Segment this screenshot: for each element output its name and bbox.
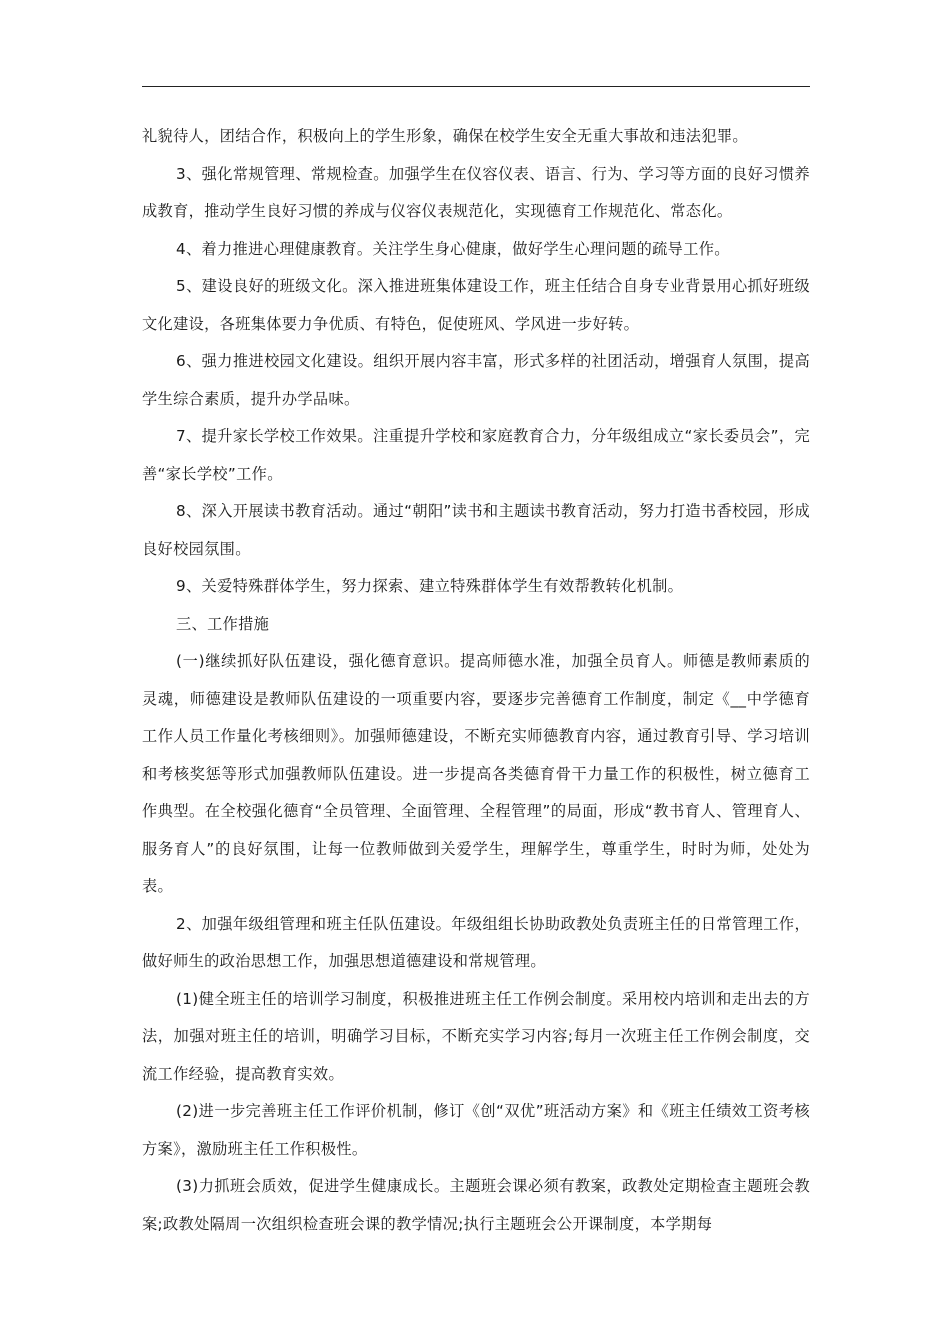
paragraph-subitem-2: (2)进一步完善班主任工作评价机制，修订《创“双优”班活动方案》和《班主任绩效工资考核方案》，激励班主任工作积极性。	[142, 1102, 810, 1158]
paragraph-item-8: 8、深入开展读书教育活动。通过“朝阳”读书和主题读书教育活动，努力打造书香校园，形成良好校园氛围。	[142, 502, 810, 558]
paragraph-item-9: 9、关爱特殊群体学生，努力探索、建立特殊群体学生有效帮教转化机制。	[176, 577, 684, 595]
paragraph-subitem-3: (3)力抓班会质效，促进学生健康成长。主题班会课必须有教案，政教处定期检查主题班会教案;政教处隔周一次组织检查班会课的教学情况;执行主题班会公开课制度，本学期每	[142, 1177, 810, 1233]
paragraph-item-7: 7、提升家长学校工作效果。注重提升学校和家庭教育合力，分年级组成立“家长委员会”，完善“家长学校”工作。	[142, 427, 810, 483]
header-rule	[142, 86, 810, 87]
paragraph-item-6: 6、强力推进校园文化建设。组织开展内容丰富，形式多样的社团活动，增强育人氛围，提高学生综合素质，提升办学品味。	[142, 352, 810, 408]
paragraph-subitem-1: (1)健全班主任的培训学习制度，积极推进班主任工作例会制度。采用校内培训和走出去的方法，加强对班主任的培训，明确学习目标，不断充实学习内容;每月一次班主任工作例会制度，交流工作经验，提高教育实效。	[142, 989, 810, 1083]
paragraph-item-5: 5、建设良好的班级文化。深入推进班集体建设工作，班主任结合自身专业背景用心抓好班级文化建设，各班集体要力争优质、有特色，促使班风、学风进一步好转。	[142, 277, 810, 333]
paragraph-continuation: 礼貌待人，团结合作，积极向上的学生形象，确保在校学生安全无重大事故和违法犯罪。	[142, 127, 748, 145]
paragraph-item-3: 3、强化常规管理、常规检查。加强学生在仪容仪表、语言、行为、学习等方面的良好习惯养成教育，推动学生良好习惯的养成与仪容仪表规范化，实现德育工作规范化、常态化。	[142, 164, 810, 220]
document-body	[142, 118, 810, 1243]
section-heading: 三、工作措施	[176, 614, 270, 633]
paragraph-item-4: 4、着力推进心理健康教育。关注学生身心健康，做好学生心理问题的疏导工作。	[176, 239, 730, 258]
paragraph-measure-1: (一)继续抓好队伍建设，强化德育意识。提高师德水准，加强全员育人。师德是教师素质的灵魂，师德建设是教师队伍建设的一项重要内容，要逐步完善德育工作制度，制定《__中学德育工作人员工作量化考核细则》。加强师德建设，不断充实师德教育内容，通过教育引导、学习培训和考核奖惩等形式加强教师队伍建设。进一步提高各类德育骨干力量工作的积极性，树立德育工作典型。在全校强化德育“全员管理、全面管理、全程管理”的局面，形成“教书育人、管理育人、服务育人”的良好氛围，让每一位教师做到关爱学生，理解学生，尊重学生，时时为师，处处为表。	[142, 652, 810, 895]
paragraph-measure-2: 2、加强年级组管理和班主任队伍建设。年级组组长协助政教处负责班主任的日常管理工作，做好师生的政治思想工作，加强思想道德建设和常规管理。	[142, 914, 810, 970]
